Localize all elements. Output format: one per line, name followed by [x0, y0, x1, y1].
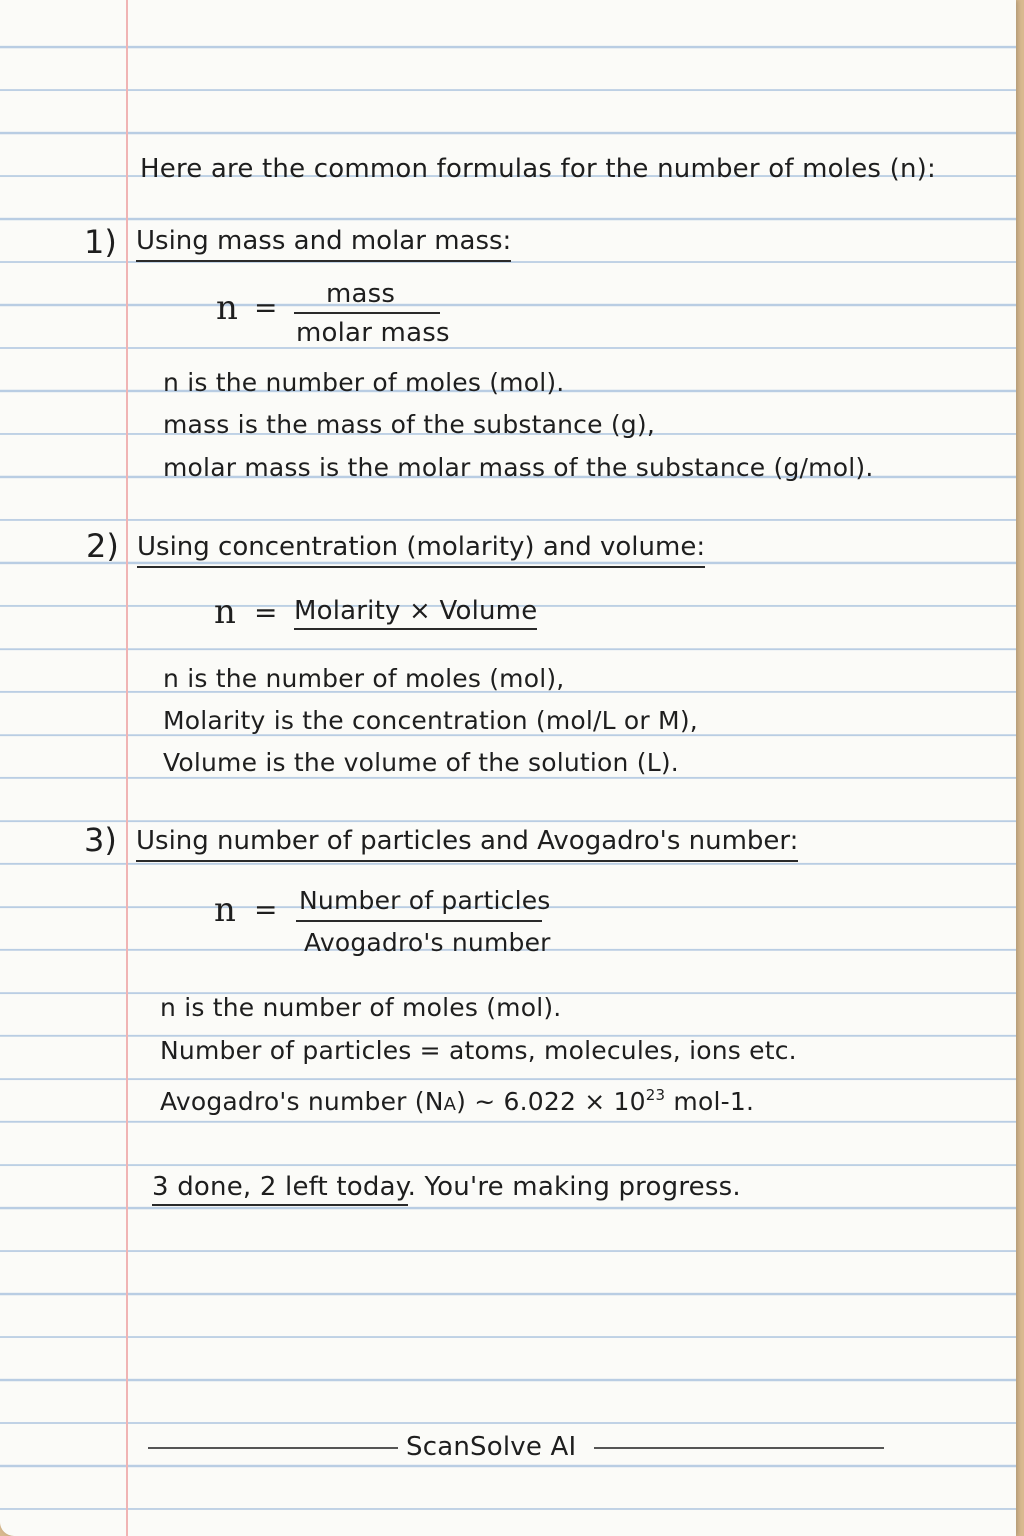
avogadro-line — [160, 1080, 754, 1120]
section-1-number: 1) — [84, 223, 117, 261]
progress-text — [152, 1172, 741, 1202]
section-3-formula-eq: = — [254, 893, 278, 926]
section-3-line-1: n is the number of moles (mol). — [160, 993, 562, 1022]
progress-underlined: 3 done, 2 left today — [152, 1172, 408, 1206]
section-1-line-1: n is the number of moles (mol). — [163, 368, 565, 397]
section-1-line-3: molar mass is the molar mass of the substance (g/mol). — [163, 453, 874, 482]
footer-line-right — [594, 1447, 884, 1449]
section-1-line-2: mass is the mass of the substance (g), — [163, 410, 655, 439]
section-1-heading: Using mass and molar mass: — [136, 226, 511, 262]
progress-rest: . You're making progress. — [407, 1172, 741, 1202]
section-2-line-2: Molarity is the concentration (mol/L or M), — [163, 706, 698, 735]
avogadro-middle: ) ~ 6.022 × 10 — [456, 1087, 646, 1116]
section-1-denominator: molar mass — [296, 318, 450, 348]
section-1-formula-eq: = — [254, 291, 278, 324]
section-3-line-2: Number of particles = atoms, molecules, ions etc. — [160, 1036, 797, 1065]
section-2-formula-eq: = — [254, 596, 278, 629]
avogadro-subscript: A — [443, 1094, 457, 1115]
section-1-fraction-bar — [294, 312, 440, 314]
footer-brand: ScanSolve AI — [406, 1432, 577, 1462]
avogadro-prefix: Avogadro's number (N — [160, 1087, 444, 1116]
section-3-number: 3) — [84, 821, 117, 859]
footer-line-left — [148, 1447, 398, 1449]
section-2-formula-lhs: n — [214, 592, 236, 632]
intro-text: Here are the common formulas for the number of moles (n): — [140, 154, 936, 184]
section-3-formula-lhs: n — [214, 890, 236, 930]
section-2-number: 2) — [86, 527, 119, 565]
section-2-line-1: n is the number of moles (mol), — [163, 664, 565, 693]
section-2-formula-rhs: Molarity × Volume — [294, 596, 537, 630]
section-2-heading: Using concentration (molarity) and volume: — [137, 532, 705, 568]
section-3-numerator: Number of particles — [299, 886, 551, 915]
section-2-line-3: Volume is the volume of the solution (L). — [163, 748, 679, 777]
section-3-denominator: Avogadro's number — [304, 928, 551, 957]
section-1-numerator: mass — [326, 279, 396, 309]
section-1-formula-lhs: n — [216, 288, 238, 328]
margin-line — [126, 0, 128, 1536]
section-3-fraction-bar — [296, 920, 542, 922]
section-3-heading: Using number of particles and Avogadro's number: — [136, 826, 798, 862]
avogadro-exponent: 23 — [645, 1086, 666, 1104]
avogadro-suffix: mol-1. — [665, 1087, 755, 1116]
